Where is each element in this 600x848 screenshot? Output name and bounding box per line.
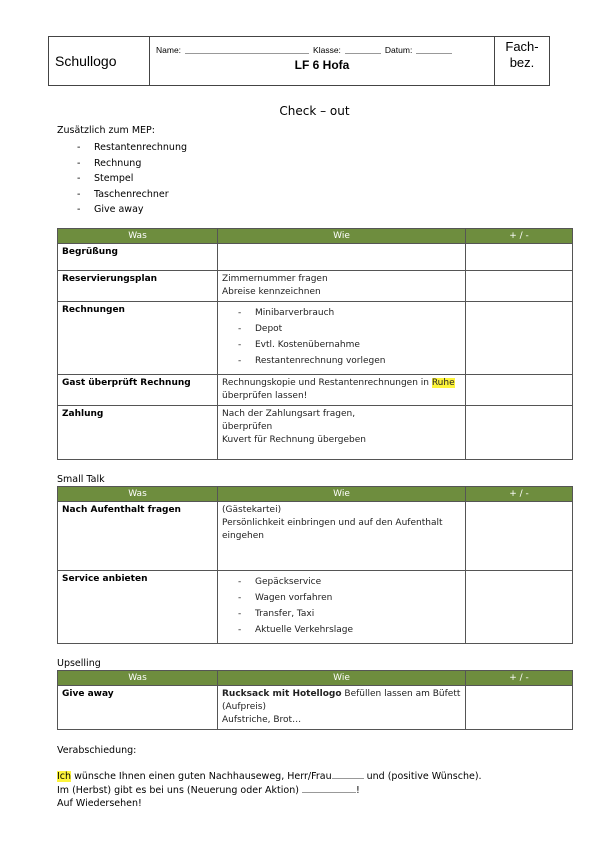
row-rating[interactable]: [466, 270, 573, 301]
wie-line: (Aufpreis): [222, 701, 266, 712]
mep-intro: Zusätzlich zum MEP:: [57, 125, 155, 136]
row-wie: [218, 570, 466, 643]
section-heading-upselling: Upselling: [57, 657, 101, 669]
wie-line: Abreise kennzeichnen: [222, 286, 321, 297]
row-rating[interactable]: [466, 405, 573, 459]
column-header-was: Was: [58, 486, 218, 501]
wie-text: Befüllen lassen am Büfett: [341, 688, 461, 699]
row-wie[interactable]: [218, 243, 466, 270]
name-label: Name:: [156, 45, 182, 55]
row-was: Service anbieten: [58, 570, 218, 643]
header-title: LF 6 Hofa: [294, 58, 350, 72]
list-item: - Taschenrechner: [77, 187, 572, 203]
header-table: [48, 36, 550, 86]
service-list: [222, 574, 461, 638]
highlighted-word: Ruhe: [431, 377, 455, 388]
closing-line-3: Auf Wiedersehen!: [57, 798, 142, 809]
wie-line: Zimmernummer fragen: [222, 273, 328, 284]
wie-line: Persönlichkeit einbringen und auf den Aufenthalt: [222, 517, 443, 528]
closing-section: [57, 744, 572, 811]
list-item: - Restantenrechnung vorlegen: [238, 353, 461, 369]
checkout-table: [57, 228, 573, 460]
aktion-blank[interactable]: [302, 784, 356, 793]
row-rating[interactable]: [466, 570, 573, 643]
wie-bold-text: Rucksack mit Hotellogo: [222, 688, 342, 699]
row-was: Begrüßung: [58, 243, 218, 270]
row-was: Rechnungen: [58, 301, 218, 374]
mep-list: [57, 140, 572, 218]
row-rating[interactable]: [466, 301, 573, 374]
datum-label: Datum:: [384, 45, 413, 55]
column-header-plusminus: + / -: [466, 228, 573, 243]
rechnungen-list: [222, 305, 461, 369]
row-rating[interactable]: [466, 374, 573, 405]
smalltalk-table: [57, 486, 573, 644]
list-item: - Stempel: [77, 171, 572, 187]
list-item: - Depot: [238, 321, 461, 337]
highlighted-word: Ich: [57, 771, 72, 782]
datum-field[interactable]: [416, 45, 452, 54]
row-wie: [218, 405, 466, 459]
row-rating[interactable]: [466, 685, 573, 729]
column-header-plusminus: + / -: [466, 486, 573, 501]
fach-cell: [495, 37, 549, 85]
row-wie: [218, 685, 466, 729]
column-header-plusminus: + / -: [466, 670, 573, 685]
wie-line: überprüfen: [222, 421, 273, 432]
row-was: Gast überprüft Rechnung: [58, 374, 218, 405]
row-wie: [218, 301, 466, 374]
closing-line-2: Im (Herbst) gibt es bei uns (Neuerung oder Aktion) !: [57, 784, 360, 796]
name-field[interactable]: [185, 45, 309, 54]
column-header-wie: Wie: [218, 228, 466, 243]
list-item: - Evtl. Kostenübernahme: [238, 337, 461, 353]
klasse-label: Klasse:: [313, 45, 341, 55]
wie-line: Kuvert für Rechnung übergeben: [222, 434, 366, 445]
wie-line: Nach der Zahlungsart fragen,: [222, 408, 356, 419]
wie-text: Rechnungskopie und Restantenrechnungen in: [222, 377, 432, 388]
header-fields: [156, 45, 456, 55]
closing-line-1: Ich wünsche Ihnen einen guten Nachhauseweg, Herr/Frau und (positive Wünsche).: [57, 771, 482, 782]
row-was: Nach Aufenthalt fragen: [58, 501, 218, 570]
row-wie: [218, 374, 466, 405]
list-item: - Rechnung: [77, 156, 572, 172]
list-item: - Minibarverbrauch: [238, 305, 461, 321]
list-item: - Restantenrechnung: [77, 140, 572, 156]
wie-line: (Gästekartei): [222, 504, 282, 515]
list-item: - Give away: [77, 202, 572, 218]
klasse-field[interactable]: [345, 45, 381, 54]
closing-heading: Verabschiedung:: [57, 744, 137, 756]
wie-line: Aufstriche, Brot…: [222, 714, 302, 725]
list-item: - Gepäckservice: [238, 574, 461, 590]
list-item: - Transfer, Taxi: [238, 606, 461, 622]
row-rating[interactable]: [466, 243, 573, 270]
row-wie: [218, 270, 466, 301]
row-was: Reservierungsplan: [58, 270, 218, 301]
page-title: Check – out: [279, 104, 350, 118]
header-middle: [150, 37, 495, 85]
column-header-wie: Wie: [218, 670, 466, 685]
fach-line1: Fach-: [505, 39, 539, 54]
row-was: Give away: [58, 685, 218, 729]
document-body: [57, 104, 572, 811]
section-heading-smalltalk: Small Talk: [57, 473, 105, 485]
wie-line: überprüfen lassen!: [222, 390, 308, 401]
column-header-was: Was: [58, 670, 218, 685]
fach-line2: bez.: [509, 55, 535, 70]
school-logo-placeholder: Schullogo: [49, 37, 150, 85]
upselling-table: [57, 670, 573, 730]
column-header-was: Was: [58, 228, 218, 243]
row-was: Zahlung: [58, 405, 218, 459]
list-item: - Aktuelle Verkehrslage: [238, 622, 461, 638]
name-blank[interactable]: [332, 770, 364, 779]
column-header-wie: Wie: [218, 486, 466, 501]
list-item: - Wagen vorfahren: [238, 590, 461, 606]
row-rating[interactable]: [466, 501, 573, 570]
wie-line: eingehen: [222, 530, 264, 541]
row-wie: [218, 501, 466, 570]
